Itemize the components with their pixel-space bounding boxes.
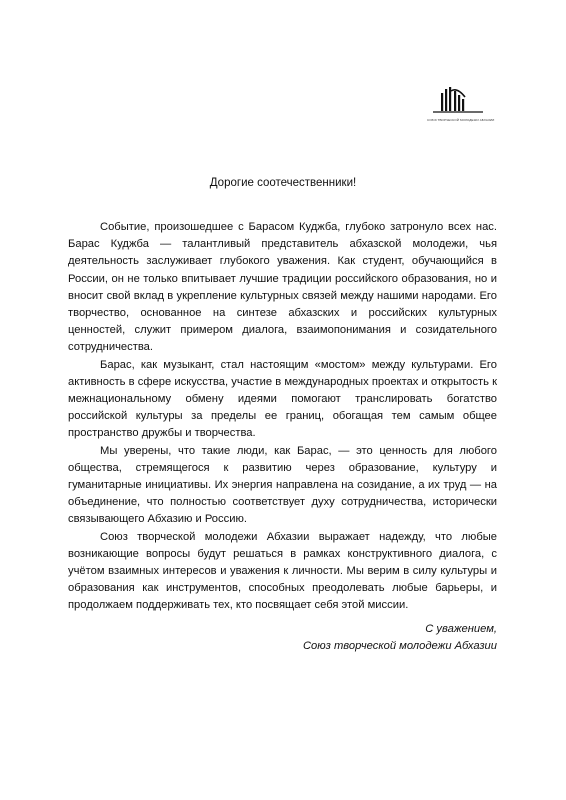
closing-phrase: С уважением, [425,623,497,635]
signatory-name: Союз творческой молодежи Абхазии [302,640,497,652]
signature-block [303,621,497,655]
paragraph-2: Барас, как музыкант, стал настоящим «мостом» между культурами. Его активность в сфере искусства, участие в международных проектах и открытость к межнациональному обмену идеями помогают транслировать богатство российской культуры за пределы ее границ, обогащая тем самым общее пространство дружбы и творчества. [68,358,497,440]
union-logo-icon [427,85,489,117]
letter-greeting: Дорогие соотечественники! [209,177,357,189]
logo-caption: СОЮЗ ТВОРЧЕСКОЙ МОЛОДЕЖИ АБХАЗИИ [427,118,495,122]
organization-logo [427,85,495,127]
letter-body [68,219,497,615]
paragraph-3: Мы уверены, что такие люди, как Барас, — это ценность для любого общества, стремящегося к развитию через образование, культуру и гуманитарные инициативы. Их энергия направлена на созидание, а их труд — на объединение, что полностью соответствует духу сотрудничества, исторически связывающего Абхазию и Россию. [68,444,497,526]
paragraph-4: Союз творческой молодежи Абхазии выражает надежду, что любые возникающие вопросы будут решаться в рамках конструктивного диалога, с учётом взаимных интересов и уважения к личности. Мы верим в силу культуры и образования как инструментов, способных преодолевать любые барьеры, и продолжаем поддерживать тех, кто посвящает себя этой миссии. [68,530,497,612]
paragraph-1: Событие, произошедшее с Барасом Куджба, глубоко затронуло всех нас. Барас Куджба — талантливый представитель абхазской молодежи, чья деятельность заслуживает глубокого уважения. Как студент, обучающийся в России, он не только впитывает лучшие традиции российского образования, но и вносит свой вклад в укрепление культурных связей между нашими народами. Его творчество, основанное на синтезе абхазских и российских культурных ценностей, служит примером диалога, взаимопонимания и созидательного сотрудничества. [68,221,497,354]
